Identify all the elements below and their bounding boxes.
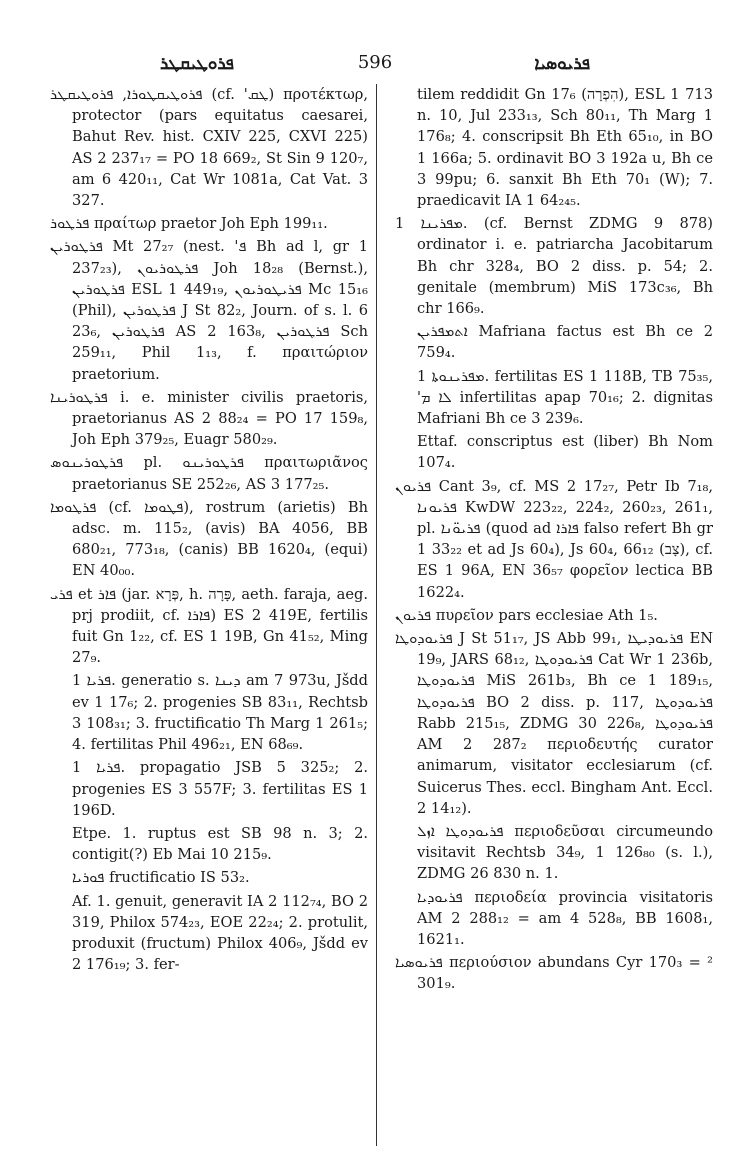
header-left-catchword: ܦܪܘܛܝܩܛܪ <box>160 54 234 74</box>
left-column <box>50 84 368 977</box>
entry: ܦܪܛܘܪܝܢ Mt 27₂₇ (nest. 'ܦ Bh ad l, gr 1 237₂₃), ܦܪܛܘܪܝܘܢ Joh 18₂₈ (Bernst.), ܦܪܛܘܪܝܢ ESL 1 449₁₉, ܦܪܝܛܘܪܝܘܢ Mc 15₁₆ (Phil), ܦܪܛܘܪܝܢ J St 82₂, Journ. of s. l. 6 23₆, ܦܪܛܘܪܝܢ AS 2 163₈, ܦܪܛܘܪܝܢ Sch 259₁₁, Phil 1₁₃, f. πραιτώριον praetorium. <box>50 238 369 383</box>
entry: ܦܪܛܘܪܝܢܐ i. e. minister civilis praetoris, praetorianus AS 2 88₂₄ = PO 17 159₈, Joh Eph 379₂₅, Euagr 580₂₉. <box>50 388 368 449</box>
entry: ܦܘܪܝܐ fructificatio IS 53₂. <box>72 869 250 887</box>
page-number: 596 <box>357 52 393 73</box>
page-header <box>60 52 690 80</box>
entry: ܦܪܝܐ 1. generatio s. ܕܝܢܐ am 7 973u, Jšdd ev 1 17₆; 2. progenies SB 83₁₁, Rechtsb 3 108₃₁; 3. fructificatio Th Marg 1 261₅; 4. fertilitas Phil 496₂₁, EN 68₆₉. <box>72 672 368 754</box>
entry: Ettaf. conscriptus est (liber) Bh Nom 107₄. <box>417 433 713 472</box>
right-column <box>395 84 713 997</box>
entry: ܦܪܛܘܡܐ (cf. ܦܛܘܡܐ), rostrum (arietis) Bh adsc. m. 115₂, (avis) BA 4056, BB 680₂₁, 773₁₈, (canis) BB 1620₄, (equi) EN 40₀₀. <box>50 498 369 580</box>
entry: ܦܪܘܛܝܩܛܘܪܐ, ܦܪܘܛܝܩܛܪ (cf. 'ܛܩ) προτέκτωρ, protector (pars equitatus caesarei, Bahut Rev. hist. CXIV 225, CXVI 225) AS 2 237₁₇ = PO 18 669₂, St Sin 9 120₇, am 6 420₁₁, Cat Wr 1081a, Cat Vat. 3 327. <box>50 86 368 210</box>
entry: ܦܪܛܘܪ πραίτωρ praetor Joh Eph 199₁₁. <box>50 215 328 233</box>
entry: ܦܪܝܘܢ Cant 3₉, cf. MS 2 17₂₇, Petr Ib 7₁₈, ܦܪܝܘܢܐ KwDW 223₂₂, 224₂, 260₂₃, 261₁, pl. ܦܪܝܘ̈ܢܐ (quod ad ܦܐܪܐ falso refert Bh gr 1 33₂₂ et ad Js 60₄), Js 60₄, 66₁₂ (צָב), cf. ES 1 96A, EN 36₅₇ φορεῖον lectica BB 1622₄. <box>395 477 713 601</box>
entry: ܦܪܝܘܣܝܐ περιούσιον abundans Cyr 170₃ = ² 301₉. <box>395 954 713 993</box>
entry: Af. 1. genuit, generavit IA 2 112₇₄, BO 2 319, Philox 574₂₃, EOE 22₂₄; 2. protulit, produxit (fructum) Philox 406₉, Jšdd ev 2 176₁₉; 3. fer- <box>72 892 368 974</box>
column-divider <box>376 84 377 1146</box>
header-right-catchword: ܦܪܝܘܣܝܐ <box>534 54 590 74</box>
entry: ܡܦܪܝܢܘܬܐ 1. fertilitas ES 1 118B, TB 75₃₅, 'ܠܐ ܡ infertilitas apap 70₁₆; 2. dignitas Mafriani Bh ce 3 239₆. <box>417 367 713 428</box>
entry: ܦܪܝܘܕܘܛܐ J St 51₁₇, JS Abb 99₁, ܦܪܝܘܕܝܛܐ EN 19₉, JARS 68₁₂, ܦܪܝܘܕܘܛܐ Cat Wr 1 236b, ܦܪܝܘܕܘܛܐ MiS 261b₃, Bh ce 1 189₁₅, ܦܪܝܘܕܘܛܐ BO 2 diss. p. 117, ܦܪܝܘܕܘܛܐ Rabb 215₁₅, ZDMG 30 226₈, ܦܪܝܘܕܘܛܐ AM 2 287₂ περιοδευτής curator animarum, visitator ecclesiarum (cf. Suicerus Thes. eccl. Bingham Ant. Eccl. 2 14₁₂). <box>395 630 714 817</box>
entry: ܦܪܝܘܢ πυρεῖον pars ecclesiae Ath 1₅. <box>395 606 658 624</box>
entry: ܐܬܡܦܪܝܢ Mafriana factus est Bh ce 2 759₄. <box>417 323 713 362</box>
entry: tilem reddidit Gn 17₆ (הִפְרָה), ESL 1 713 n. 10, Jul 233₁₃, Sch 80₁₁, Th Marg 1 176₈; 4. conscripsit Bh Eth 65₁₀, in BO 1 166a; 5. ordinavit BO 3 192a u, Bh ce 3 99pu; 6. sanxit Bh Eth 70₁ (W); 7. praedicavit IA 1 64₂₄₅. <box>417 86 713 210</box>
entry: ܡܦܪܝܢܐ 1. (cf. Bernst ZDMG 9 878) ordinator i. e. patriarcha Jacobitarum Bh chr 328₄, BO 2 diss. p. 54; 2. genitale (membrum) MiS 173c₃₆, Bh chr 166₉. <box>395 215 713 318</box>
entry: Etpe. 1. ruptus est SB 98 n. 3; 2. contigit(?) Eb Mai 10 215₉. <box>72 824 368 864</box>
entry: ܦܪܛܘܪܝܢܘܣ pl. ܦܪܛܘܪܝܢܘ πραιτωριᾶνος praetorianus SE 252₂₆, AS 3 177₂₅. <box>50 454 368 493</box>
entry: ܦܪܝ et ܦܐܪ (jar. פְּרָא, h. פָּרָה, aeth. faraja, aeg. prj prodiit, cf. ܦܐܪܐ) ES 2 419E, fertilis fuit Gn 1₂₂, cf. ES 1 19B, Gn 41₅₂, Ming 27₉. <box>50 585 368 667</box>
entry: ܦܪܝܐ 1. propagatio JSB 5 325₂; 2. progenies ES 3 557F; 3. fertilitas ES 1 196D. <box>72 759 368 819</box>
entry: ܦܪܝܘܕܝܐ περιοδεία provincia visitatoris AM 2 288₁₂ = am 4 528₈, BB 1608₁, 1621₁. <box>417 888 713 948</box>
entry: ܦܪܝܘܕܘܛܐ ܐܙܠ περιοδεῦσαι circumeundo visitavit Rechtsb 34₉, 1 126₈₀ (s. l.), ZDMG 26 830 n. 1. <box>417 822 713 883</box>
